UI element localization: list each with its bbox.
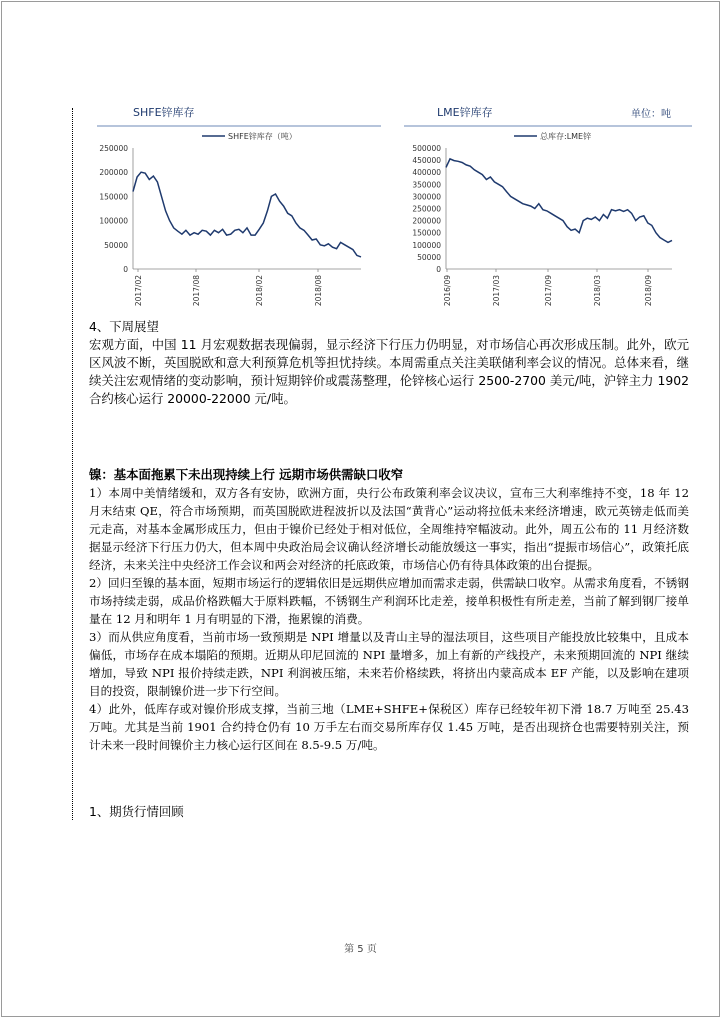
shfe-chart-svg — [93, 122, 393, 322]
series-line — [133, 172, 361, 257]
legend-label: SHFE锌库存（吨） — [228, 132, 297, 141]
y-tick-label: 100000 — [412, 240, 441, 250]
y-tick-label: 150000 — [99, 192, 128, 202]
x-tick-label: 2017/08 — [192, 275, 201, 307]
nickel-paragraph-2: 2）回归至镍的基本面，短期市场运行的逻辑依旧是远期供应增加而需求走弱，供需缺口收窄。从需求角度看，不锈钢市场持续走弱，成品价格跌幅大于原料跌幅，不锈钢生产利润环比走差，接单积极性有所走差，当前了解到钢厂接单量在 12 月和明年 1 月有明显的下滑，拖累镍的消费。 — [89, 576, 689, 626]
section-heading-outlook: 4、下周展望 — [89, 319, 159, 334]
chart-title-shfe: SHFE锌库存 — [133, 106, 195, 119]
y-tick-label: 450000 — [412, 156, 441, 166]
outlook-paragraph: 宏观方面，中国 11 月宏观数据表现偏弱，显示经济下行压力仍明显，对市场信心再次形成压制。此外，欧元区风波不断，英国脱欧和意大利预算危机等担忧持续。本周需重点关注美联储利率会议的情况。总体来看，继续关注宏观情绪的变动影响，预计短期锌价或震荡整理，伦锌核心运行 2500-2700 美元/吨，沪锌主力 1902 合约核心运行 20000-22000 元/吨。 — [89, 337, 689, 406]
y-tick-label: 350000 — [412, 180, 441, 190]
x-tick-label: 2017/03 — [492, 275, 501, 307]
y-tick-label: 400000 — [412, 168, 441, 178]
shfe-zinc-stock-chart — [93, 122, 393, 322]
y-tick-label: 0 — [123, 265, 128, 274]
x-tick-label: 2017/02 — [134, 275, 143, 307]
y-tick-label: 200000 — [99, 168, 128, 178]
y-tick-label: 250000 — [412, 204, 441, 214]
nickel-paragraph-1: 1）本周中美情绪缓和，双方各有安协，欧洲方面，央行公布政策利率会议决议，宣布三大利率维持不变，18 年 12 月末结束 QE，符合市场预期，而英国脱欧进程波折以及法国“黄背心”运动将拉低未来经济增速，欧元英镑走低而美元走高，对基本金属形成压力，但由于镍价已经处于相对低位，全周维持窄幅波动。此外，周五公布的 11 月经济数据显示经济下行压力仍大，但本周中央政治局会议确认经济增长动能放缓这一事实，指出“提振市场信心”，政策托底经济，未来关注中央经济工作会议和两会对经济的托底政策，市场信心仍有待具体政策的出台提振。 — [89, 486, 689, 572]
lme-zinc-stock-chart — [400, 122, 696, 322]
y-tick-label: 0 — [436, 265, 441, 274]
y-tick-label: 50000 — [104, 240, 128, 250]
margin-dotted-line — [72, 108, 73, 820]
x-tick-label: 2018/08 — [314, 275, 323, 307]
y-tick-label: 100000 — [99, 216, 128, 226]
x-tick-label: 2016/09 — [443, 275, 452, 307]
nickel-title: 镍：基本面拖累下未出现持续上行 远期市场供需缺口收窄 — [89, 467, 404, 482]
y-tick-label: 250000 — [99, 144, 128, 153]
legend-label: 总库存:LME锌 — [540, 132, 592, 141]
nickel-paragraph-4: 4）此外，低库存或对镍价形成支撑，当前三地（LME+SHFE+保税区）库存已经较年初下滑 18.7 万吨至 25.43 万吨。尤其是当前 1901 合约持仓仍有 10 万手左右而交易所库存仅 1.45 万吨，是否出现挤仓也需要特别关注，预计未来一段时间镍价主力核心运行区间在 8.5-9.5 万/吨。 — [89, 702, 689, 752]
review-section — [89, 803, 689, 821]
y-tick-label: 200000 — [412, 216, 441, 226]
x-tick-label: 2018/09 — [644, 275, 653, 307]
y-tick-label: 50000 — [417, 252, 441, 262]
x-tick-label: 2017/09 — [544, 275, 553, 307]
page-number: 第 5 页 — [344, 944, 377, 955]
lme-chart-svg — [400, 122, 696, 322]
outlook-section — [89, 318, 689, 408]
chart-title-lme: LME锌库存 — [437, 106, 493, 119]
nickel-section — [89, 466, 689, 754]
x-tick-label: 2018/03 — [593, 275, 602, 307]
series-line — [446, 159, 672, 243]
y-tick-label: 300000 — [412, 192, 441, 202]
nickel-paragraph-3: 3）而从供应角度看，当前市场一致预期是 NPI 增量以及青山主导的湿法项目，这些项目产能投放比较集中，且成本偏低，市场存在成本塌陷的预期。近期从印尼回流的 NPI 量增多，加上有新的产线投产，未来预期回流的 NPI 继续增加，导致 NPI 报价持续走跌，NPI 利润被压缩，未来若价格续跌，将挤出内蒙高成本 EF 产能，以及影响在建项目的投资，限制镍价进一步下行空间。 — [89, 630, 689, 698]
section-heading-review: 1、期货行情回顾 — [89, 804, 184, 819]
chart-unit-label: 单位：吨 — [631, 109, 671, 120]
y-tick-label: 150000 — [412, 228, 441, 238]
y-tick-label: 500000 — [412, 144, 441, 153]
x-tick-label: 2018/02 — [255, 275, 264, 307]
